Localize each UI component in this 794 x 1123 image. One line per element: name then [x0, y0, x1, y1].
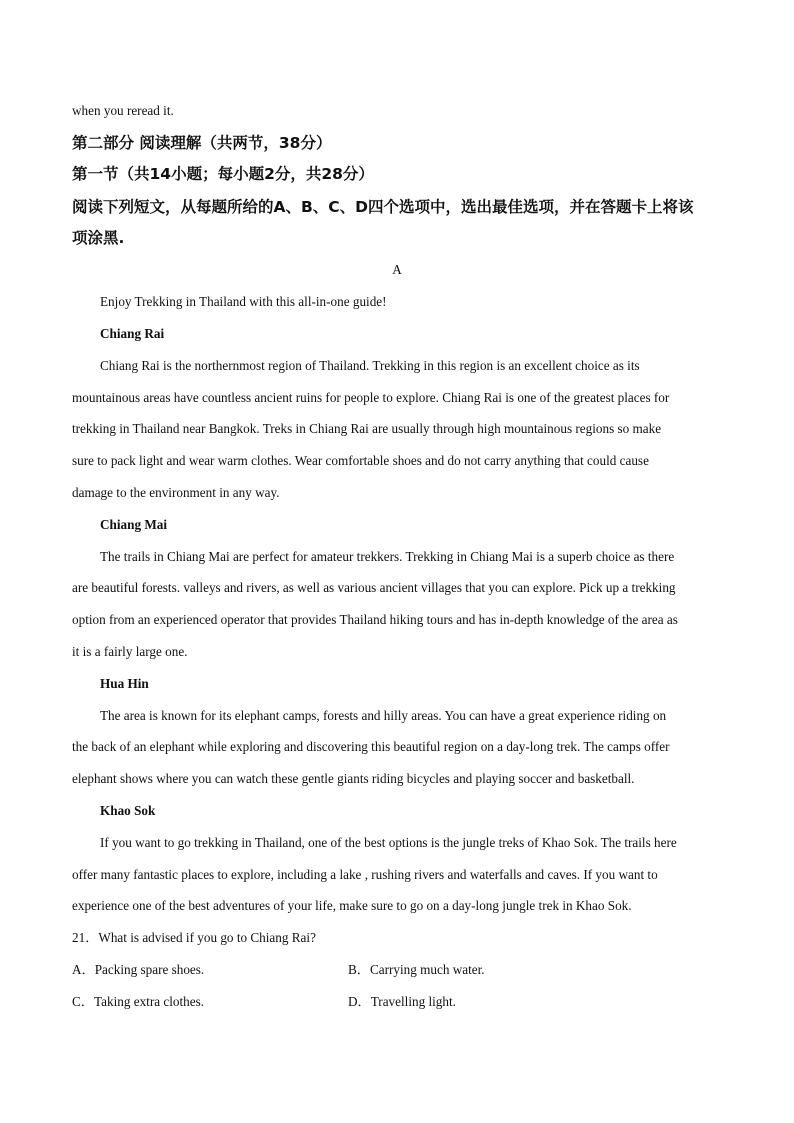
option-b: B．Carrying much water.: [348, 962, 485, 977]
paragraph-line: offer many fantastic places to explore, including a lake , rushing rivers and waterfalls and caves. If you want to: [72, 867, 658, 882]
continuation-text: when you reread it.: [72, 103, 174, 118]
paragraph-line: the back of an elephant while exploring and discovering this beautiful region on a day-long trek. The camps offer: [72, 739, 670, 754]
option-d: D．Travelling light.: [348, 994, 456, 1009]
instruction-line-2: 项涂黑.: [72, 229, 125, 247]
paragraph-line: Chiang Rai is the northernmost region of Thailand. Trekking in this region is an excellent choice as its: [100, 358, 640, 373]
paragraph-line: it is a fairly large one.: [72, 644, 188, 659]
paragraph-line: experience one of the best adventures of your life, make sure to go on a day-long jungle trek in Khao Sok.: [72, 898, 632, 913]
paragraph-line: If you want to go trekking in Thailand, one of the best options is the jungle treks of Khao Sok. The trails here: [100, 835, 677, 850]
paragraph-line: The area is known for its elephant camps, forests and hilly areas. You can have a great experience riding on: [100, 708, 667, 723]
region-heading-hua-hin: Hua Hin: [100, 676, 149, 691]
option-c: C．Taking extra clothes.: [72, 994, 205, 1009]
paragraph-line: trekking in Thailand near Bangkok. Treks in Chiang Rai are usually through high mountainous regions so make: [72, 421, 662, 436]
paragraph-line: elephant shows where you can watch these gentle giants riding bicycles and playing soccer and basketball.: [72, 771, 635, 786]
instruction-line-1: 阅读下列短文，从每题所给的A、B、C、D四个选项中，选出最佳选项，并在答题卡上将该: [72, 198, 694, 216]
region-heading-khao-sok: Khao Sok: [100, 803, 156, 818]
part-heading: 第二部分 阅读理解（共两节，38分）: [72, 134, 332, 152]
paragraph-line: option from an experienced operator that provides Thailand hiking tours and has in-depth knowledge of the area as: [72, 612, 678, 627]
paragraph-line: The trails in Chiang Mai are perfect for amateur trekkers. Trekking in Chiang Mai is a superb choice as there: [100, 549, 675, 564]
option-a: A．Packing spare shoes.: [72, 962, 205, 977]
region-heading-chiang-rai: Chiang Rai: [100, 326, 165, 341]
passage-intro: Enjoy Trekking in Thailand with this all-in-one guide!: [100, 294, 387, 309]
passage-label: A: [392, 262, 402, 277]
question-stem: 21．What is advised if you go to Chiang Rai?: [72, 930, 316, 945]
paragraph-line: sure to pack light and wear warm clothes. Wear comfortable shoes and do not carry anything that could cause: [72, 453, 649, 468]
region-heading-chiang-mai: Chiang Mai: [100, 517, 168, 532]
paragraph-line: mountainous areas have countless ancient ruins for people to explore. Chiang Rai is one of the greatest places for: [72, 390, 670, 405]
paragraph-line: damage to the environment in any way.: [72, 485, 280, 500]
paragraph-line: are beautiful forests. valleys and rivers, as well as various ancient villages that you can explore. Pick up a trekking: [72, 580, 676, 595]
section-heading: 第一节（共14小题；每小题2分，共28分）: [72, 165, 374, 183]
